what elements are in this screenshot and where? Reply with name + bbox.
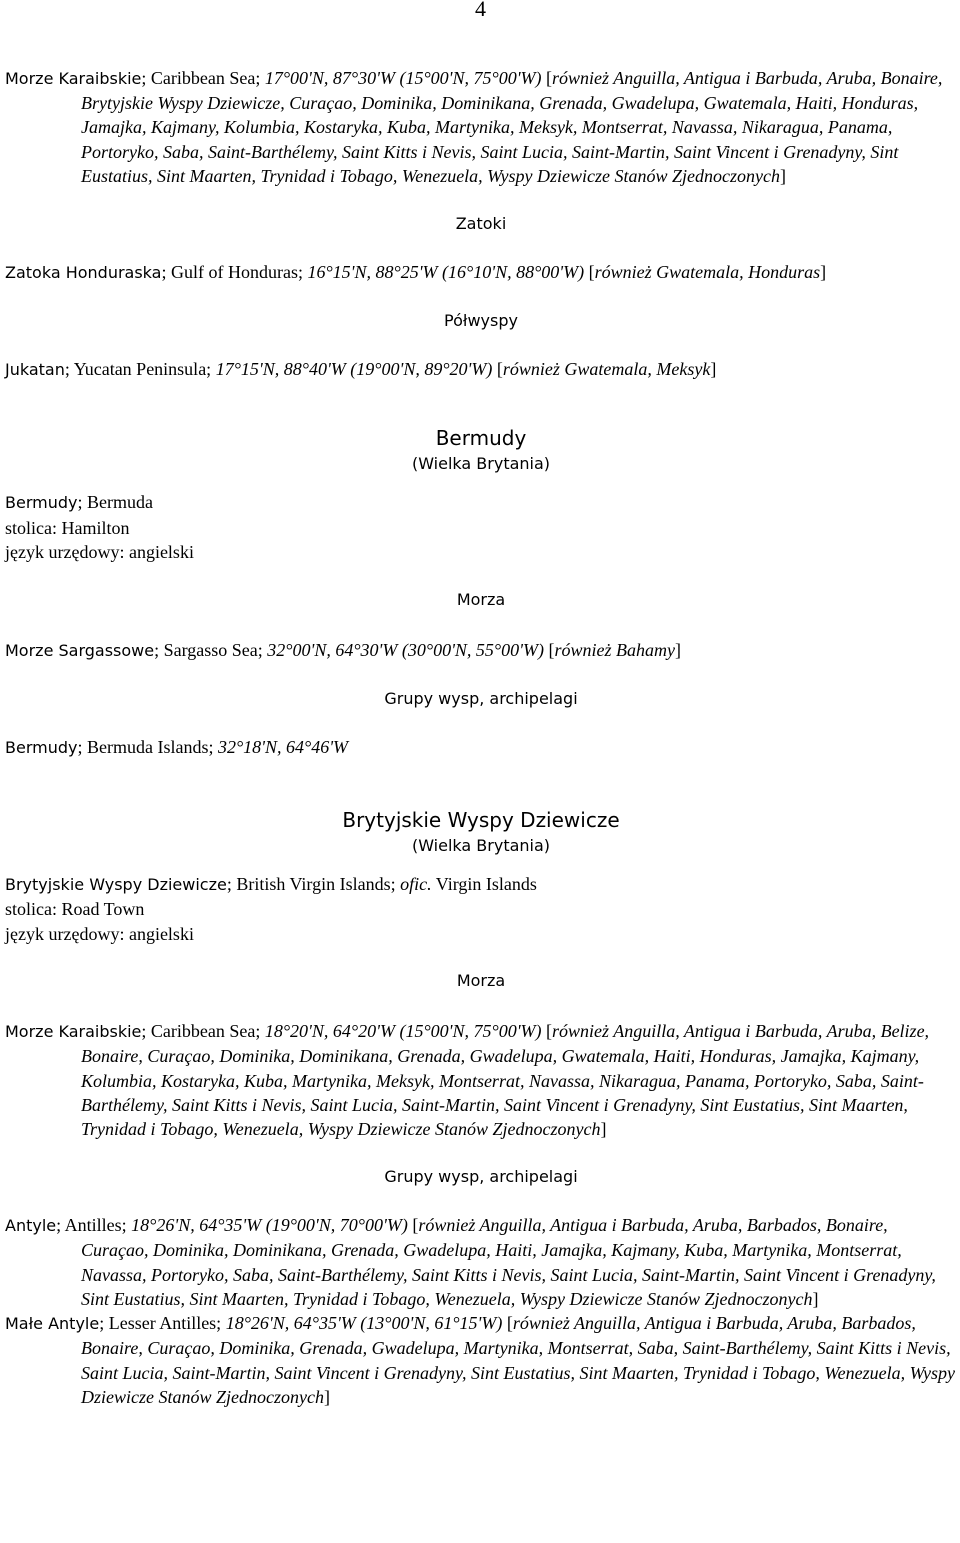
entry-english: ; Gulf of Honduras; xyxy=(161,262,308,283)
entry-also: również Gwatemala, Honduras xyxy=(594,262,821,283)
entry-also: również Anguilla, Antigua i Barbuda, Aruba, Barbados, Bonaire, Curaçao, Dominika, Grenada, Gwadelupa, Martynika, Montserrat, Saba, Saint-Barthélemy, Saint Kitts i Nevis, Saint Lucia, Saint-Martin, Saint Vincent i Grenadyny, Sint Eustatius, Sint Maarten, Trynidad i Tobago, Wenezuela, Wyspy Dziewicze Stanów Zjednoczonych xyxy=(81,1313,955,1407)
entry-also: również Anguilla, Antigua i Barbuda, Aruba, Belize, Bonaire, Curaçao, Dominika, Dominikana, Grenada, Gwadelupa, Gwatemala, Haiti, Honduras, Jamajka, Kajmany, Kolumbia, Kostaryka, Kuba, Martynika, Meksyk, Montserrat, Navassa, Nikaragua, Panama, Portoryko, Saba, Saint-Barthélemy, Saint Kitts i Nevis, Saint Lucia, Saint-Martin, Saint Vincent i Grenadyny, Sint Eustatius, Sint Maarten, Trynidad i Tobago, Wenezuela, Wyspy Dziewicze Stanów Zjednoczonych xyxy=(81,1021,930,1140)
entry-coords: 32°00'N, 64°30'W (30°00'N, 55°00'W) xyxy=(267,639,544,660)
entry-english: ; Sargasso Sea; xyxy=(154,639,268,660)
entry-coords: 17°15'N, 88°40'W (19°00'N, 89°20'W) xyxy=(215,359,493,380)
country-entry-bvi xyxy=(5,872,957,897)
entry-also-open: [ xyxy=(584,262,595,283)
heading-grupy-wysp: Grupy wysp, archipelagi xyxy=(384,688,578,708)
heading-morza: Morza xyxy=(456,589,506,609)
language-line: język urzędowy: angielski xyxy=(5,923,194,944)
entry-also-close: ] xyxy=(674,639,681,660)
entry-name: Morze Karaibskie xyxy=(5,1022,142,1042)
entry-english: ; Bermuda xyxy=(77,492,153,513)
entry-coords: 32°18'N, 64°46'W xyxy=(217,736,349,757)
entry-also: również Anguilla, Antigua i Barbuda, Aruba, Barbados, Bonaire, Curaçao, Dominika, Dominikana, Grenada, Gwadelupa, Haiti, Jamajka, Kajmany, Kuba, Martynika, Montserrat, Navassa, Portoryko, Saba, Saint-Barthélemy, Saint Kitts i Nevis, Saint Lucia, Saint-Martin, Saint Vincent i Grenadyny, Sint Eustatius, Sint Maarten, Trynidad i Tobago, Wenezuela, Wyspy Dziewicze Stanów Zjednoczonych xyxy=(81,1215,936,1309)
heading-morza: Morza xyxy=(456,971,506,991)
entry-also: również Anguilla, Antigua i Barbuda, Aruba, Bonaire, Brytyjskie Wyspy Dziewicze, Curaçao, Dominika, Dominikana, Grenada, Gwadelupa, Gwatemala, Haiti, Honduras, Jamajka, Kajmany, Kolumbia, Kostaryka, Kuba, Martynika, Meksyk, Montserrat, Navassa, Nikaragua, Panama, Portoryko, Saba, Saint-Barthélemy, Saint Kitts i Nevis, Saint Lucia, Saint-Martin, Saint Vincent i Grenadyny, Sint Eustatius, Sint Maarten, Trynidad i Tobago, Wenezuela, Wyspy Dziewicze Stanów Zjednoczonych xyxy=(81,68,943,186)
entry-english: ; Bermuda Islands; xyxy=(77,736,218,757)
entry-also-close: ] xyxy=(779,165,786,186)
entry-antyle xyxy=(5,1213,957,1311)
country-subtitle-bermudy: (Wielka Brytania) xyxy=(411,454,551,474)
entry-name: Jukatan xyxy=(5,360,65,380)
entry-english: ; British Virgin Islands; xyxy=(226,874,401,895)
entry-also-close: ] xyxy=(812,1288,819,1309)
heading-polwyspy: Półwyspy xyxy=(444,311,518,331)
page-number: 4 xyxy=(475,0,486,21)
entry-english: ; Caribbean Sea; xyxy=(141,1021,265,1042)
entry-english: ; Antilles; xyxy=(56,1215,132,1236)
entry-english: ; Yucatan Peninsula; xyxy=(64,359,216,380)
heading-zatoki: Zatoki xyxy=(455,214,507,234)
entry-name: Zatoka Honduraska xyxy=(5,263,162,283)
entry-coords: 18°26'N, 64°35'W (19°00'N, 70°00'W) xyxy=(131,1215,408,1236)
entry-also: również Gwatemala, Meksyk xyxy=(502,359,711,380)
entry-also-open: [ xyxy=(543,639,555,660)
capital-line: stolica: Hamilton xyxy=(5,517,130,538)
capital-line: stolica: Road Town xyxy=(5,899,145,920)
entry-english: ; Caribbean Sea; xyxy=(141,68,265,88)
entry-also-open: [ xyxy=(492,359,503,380)
entry-morze-sargassowe xyxy=(5,638,957,663)
document-body xyxy=(5,66,957,1409)
entry-coords: 17°00'N, 87°30'W (15°00'N, 75°00'W) xyxy=(264,68,542,88)
entry-coords: 18°26'N, 64°35'W (13°00'N, 61°15'W) xyxy=(225,1313,503,1334)
entry-name: Małe Antyle xyxy=(5,1314,100,1334)
entry-also-close: ] xyxy=(820,262,827,283)
entry-male-antyle xyxy=(5,1311,957,1409)
entry-bermuda-islands xyxy=(5,735,957,760)
entry-coords: 16°15'N, 88°25'W (16°10'N, 88°00'W) xyxy=(307,262,585,283)
entry-ofic-name: Virgin Islands xyxy=(431,874,537,895)
country-entry-bermudy xyxy=(5,490,957,515)
entry-name: Brytyjskie Wyspy Dziewicze xyxy=(5,875,227,895)
entry-also-open: [ xyxy=(502,1313,513,1334)
entry-name: Bermudy xyxy=(5,493,78,513)
entry-ofic: ofic. xyxy=(400,874,432,895)
entry-name: Morze Sargassowe xyxy=(5,640,155,660)
entry-name: Antyle xyxy=(5,1216,57,1236)
entry-name: Bermudy xyxy=(5,737,78,757)
country-title-bvi: Brytyjskie Wyspy Dziewicze xyxy=(342,808,620,833)
entry-also-open: [ xyxy=(407,1215,419,1236)
language-line: język urzędowy: angielski xyxy=(5,542,194,563)
entry-also-open: [ xyxy=(541,1021,553,1042)
entry-also-open: [ xyxy=(541,68,553,88)
entry-also-close: ] xyxy=(323,1386,330,1407)
entry-morze-karaibskie xyxy=(5,66,957,188)
entry-also: również Bahamy xyxy=(554,639,675,660)
entry-also-close: ] xyxy=(710,359,717,380)
entry-coords: 18°20'N, 64°20'W (15°00'N, 75°00'W) xyxy=(264,1021,542,1042)
entry-zatoka-honduraska xyxy=(5,260,957,285)
country-title-bermudy: Bermudy xyxy=(435,426,527,451)
entry-jukatan xyxy=(5,357,957,382)
heading-grupy-wysp: Grupy wysp, archipelagi xyxy=(384,1167,578,1187)
entry-also-close: ] xyxy=(600,1119,607,1140)
entry-english: ; Lesser Antilles; xyxy=(99,1313,226,1334)
entry-name: Morze Karaibskie xyxy=(5,69,142,88)
entry-morze-karaibskie-bvi xyxy=(5,1019,957,1141)
country-subtitle-bvi: (Wielka Brytania) xyxy=(411,836,551,856)
